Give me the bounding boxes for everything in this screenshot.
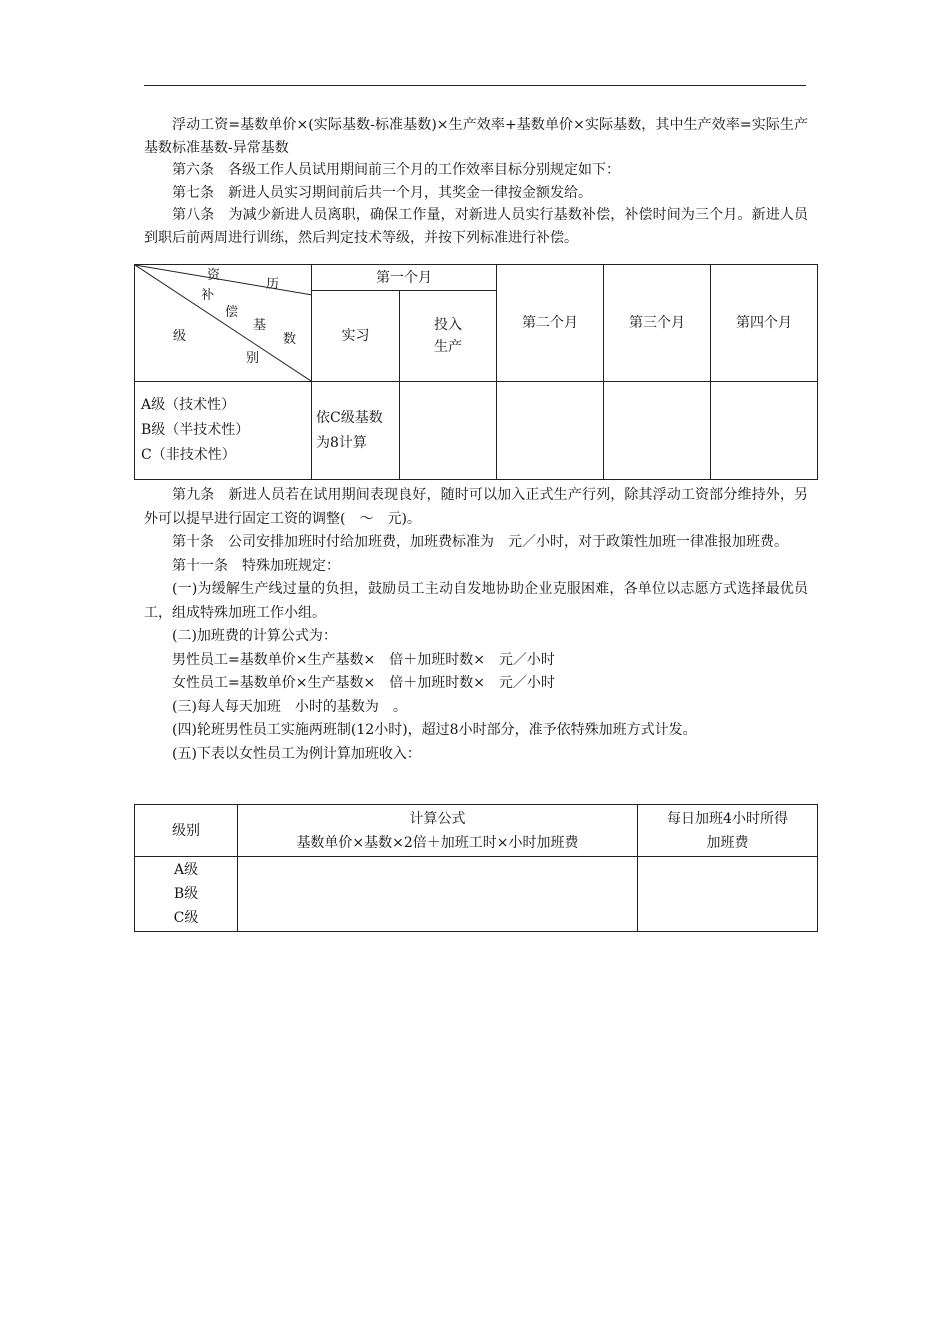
header-month-3: 第三个月 — [604, 265, 711, 382]
diag-label-bie: 别 — [246, 351, 260, 366]
header-internship: 实习 — [312, 291, 400, 382]
header-level: 级别 — [135, 805, 238, 857]
header-month-2: 第二个月 — [497, 265, 604, 382]
body-text-top — [144, 114, 808, 249]
header-formula-title: 计算公式 — [409, 810, 466, 827]
cell-overtime-empty — [638, 857, 818, 932]
body-text-mid — [144, 484, 808, 766]
diag-label-chang: 偿 — [225, 305, 239, 320]
paragraph-article-11: 第十一条 特殊加班规定： — [172, 557, 340, 574]
diag-label-shu: 数 — [283, 332, 297, 347]
diagonal-header-cell — [135, 265, 312, 382]
header-month-4: 第四个月 — [711, 265, 818, 382]
cell-formula-empty — [238, 857, 638, 932]
paragraph-formula: 浮动工资=基数单价×(实际基数-标准基数)×生产效率+基数单价×实际基数，其中生产效率=实际生产基数标准基数-异常基数 — [144, 117, 808, 156]
header-month-1: 第一个月 — [312, 265, 497, 291]
cell-month4-empty — [711, 382, 818, 480]
paragraph-article-8: 第八条 为减少新进人员离职，确保工作量，对新进人员实行基数补偿，补偿时间为三个月。新进人员到职后前两周进行训练，然后判定技术等级，并按下列标准进行补偿。 — [144, 207, 808, 246]
compensation-table — [134, 264, 818, 480]
overtime-table — [134, 804, 818, 932]
level-rows: A级 B级 C级 — [135, 857, 238, 932]
paragraph-item-3: (三)每人每天加班 小时的基数为 。 — [172, 698, 407, 715]
header-formula-expression: 基数单价×基数×2倍＋加班工时×小时加班费 — [296, 834, 579, 851]
paragraph-female-formula: 女性员工=基数单价×生产基数× 倍＋加班时数× 元／小时 — [172, 675, 555, 691]
diag-label-li: 历 — [266, 277, 280, 292]
paragraph-item-5: (五)下表以女性员工为例计算加班收入： — [172, 745, 421, 762]
paragraph-article-7: 第七条 新进人员实习期间前后共一个月，其奖金一律按金额发给。 — [172, 184, 592, 201]
paragraph-item-2: (二)加班费的计算公式为： — [172, 628, 337, 644]
level-list: A级（技术性） B级（半技术性） C（非技术性） — [135, 382, 312, 480]
header-daily-overtime: 每日加班4小时所得 加班费 — [638, 805, 818, 857]
cell-production-empty — [400, 382, 497, 480]
header-formula — [238, 805, 638, 857]
diag-label-bu: 补 — [201, 288, 215, 303]
paragraph-item-4: (四)轮班男性员工实施两班制(12小时)，超过8小时部分，准予依特殊加班方式计发。 — [172, 722, 697, 738]
diag-label-ji-level: 级 — [173, 329, 187, 344]
cell-month3-empty — [604, 382, 711, 480]
paragraph-article-6: 第六条 各级工作人员试用期间前三个月的工作效率目标分别规定如下： — [172, 162, 620, 178]
paragraph-male-formula: 男性员工=基数单价×生产基数× 倍＋加班时数× 元／小时 — [172, 651, 555, 668]
header-production: 投入 生产 — [400, 291, 497, 382]
paragraph-article-10: 第十条 公司安排加班时付给加班费，加班费标准为 元／小时，对于政策性加班一律准报加班费。 — [172, 534, 788, 550]
diag-label-ji-base: 基 — [253, 318, 267, 333]
diag-label-zi: 资 — [207, 268, 221, 283]
paragraph-item-1: (一)为缓解生产线过量的负担，鼓励员工主动自发地协助企业克服困难，各单位以志愿方式选择最优员工，组成特殊加班工作小组。 — [144, 581, 808, 621]
diagonal-lines — [135, 265, 311, 381]
cell-month2-empty — [497, 382, 604, 480]
c-level-note: 依C级基数为8计算 — [312, 382, 400, 480]
header-rule — [144, 85, 806, 86]
paragraph-article-9: 第九条 新进人员若在试用期间表现良好，随时可以加入正式生产行列，除其浮动工资部分维持外，另外可以提早进行固定工资的调整( ～ 元)。 — [144, 487, 808, 527]
